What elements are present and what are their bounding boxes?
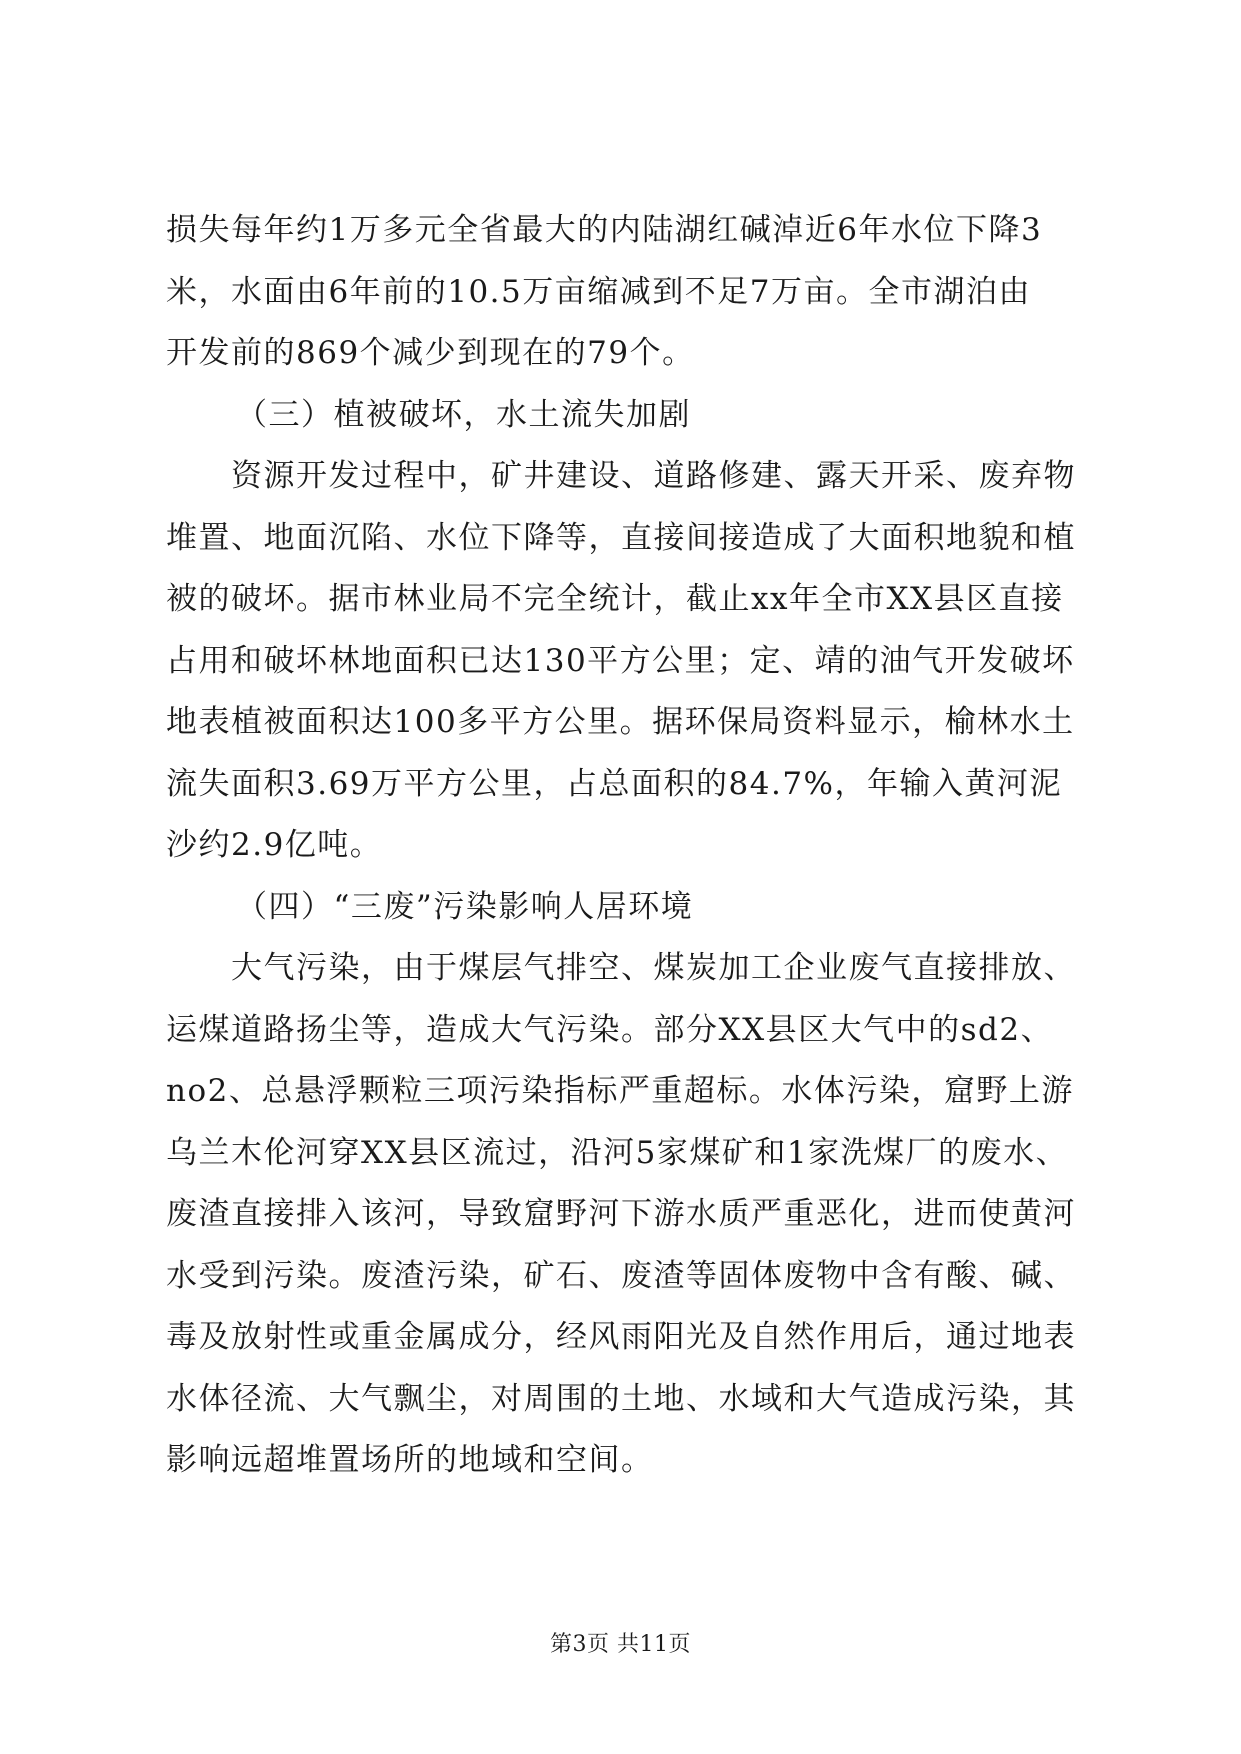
page-footer — [0, 1627, 1241, 1658]
text-line: 米，水面由6年前的10.5万亩缩减到不足7万亩。全市湖泊由 — [166, 273, 1031, 310]
text-line: 废渣直接排入该河，导致窟野河下游水质严重恶化，进而使黄河 — [166, 1196, 1076, 1232]
text-line: 占用和破坏林地面积已达130平方公里；定、靖的油气开发破坏 — [166, 642, 1075, 679]
text-line: 损失每年约1万多元全省最大的内陆湖红碱淖近6年水位下降3 — [166, 212, 1043, 248]
text-line: 乌兰木伦河穿XX县区流过，沿河5家煤矿和1家洗煤厂的废水、 — [166, 1134, 1069, 1171]
text-line: 堆置、地面沉陷、水位下降等，直接间接造成了大面积地貌和植 — [166, 519, 1076, 556]
body-text — [166, 200, 1086, 1492]
text-line: 水受到污染。废渣污染，矿石、废渣等固体废物中含有酸、碱、 — [166, 1257, 1076, 1294]
text-line: 流失面积3.69万平方公里，占总面积的84.7%，年输入黄河泥 — [166, 765, 1063, 802]
text-line: 开发前的869个减少到现在的79个。 — [166, 335, 695, 371]
text-line: 被的破坏。据市林业局不完全统计，截止xx年全市XX县区直接 — [166, 581, 1064, 617]
section-heading: （三）植被破坏，水土流失加剧 — [236, 396, 691, 433]
text-line: 地表植被面积达100多平方公里。据环保局资料显示，榆林水土 — [166, 704, 1075, 740]
text-line: 水体径流、大气飘尘，对周围的土地、水域和大气造成污染，其 — [166, 1380, 1076, 1417]
text-line: 资源开发过程中，矿井建设、道路修建、露天开采、废弃物 — [231, 458, 1076, 494]
section-heading: （四）“三废”污染影响人居环境 — [236, 888, 694, 925]
text-line: 影响远超堆置场所的地域和空间。 — [166, 1442, 654, 1478]
text-line: 毒及放射性或重金属成分，经风雨阳光及自然作用后，通过地表 — [166, 1319, 1076, 1355]
text-line: 沙约2.9亿吨。 — [166, 827, 383, 863]
page-number-label: 第3页 共11页 — [550, 1632, 691, 1657]
text-line: 运煤道路扬尘等，造成大气污染。部分XX县区大气中的sd2、 — [166, 1011, 1054, 1048]
text-line: no2、总悬浮颗粒三项污染指标严重超标。水体污染，窟野上游 — [166, 1073, 1074, 1109]
text-line: 大气污染，由于煤层气排空、煤炭加工企业废气直接排放、 — [231, 950, 1076, 986]
